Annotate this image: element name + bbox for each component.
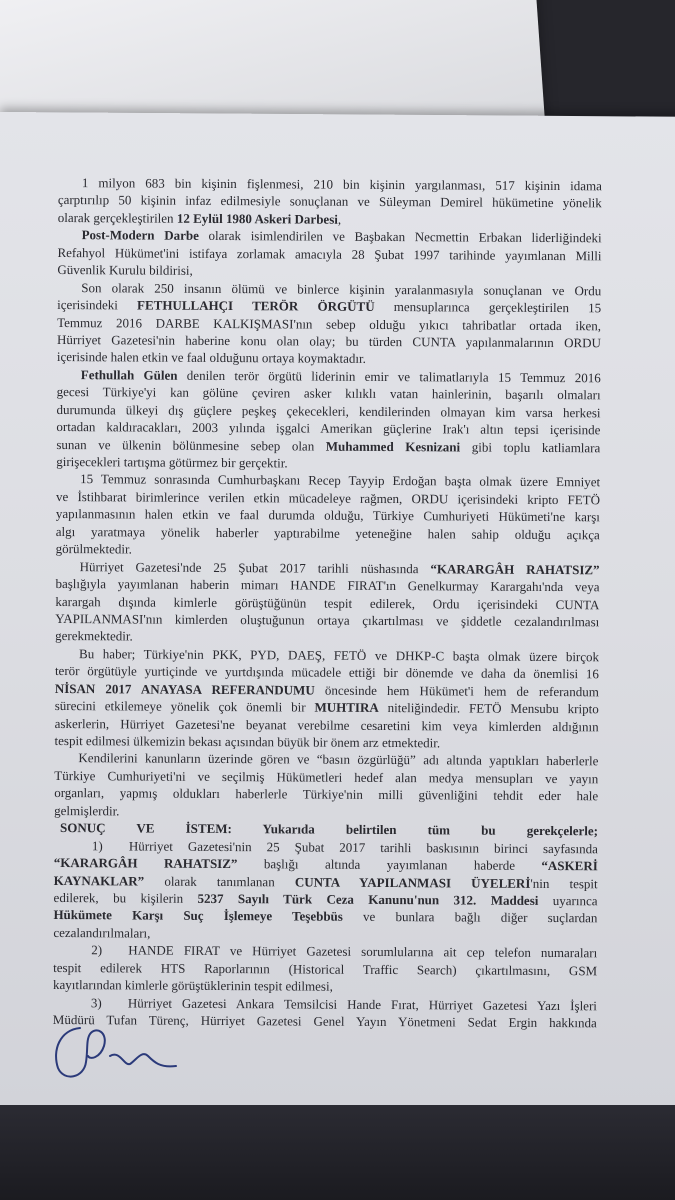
bold-text-segment: 12 Eylül 1980 Askeri Darbesi — [176, 210, 338, 227]
bold-text-segment: “KARARGÂH RAHATSIZ” — [430, 560, 600, 577]
text-segment: uyarınca — [538, 892, 598, 909]
text-segment: girişecekleri tartışma götürmez bir gerçektir. — [56, 453, 288, 471]
bold-text-segment: NİSAN 2017 ANAYASA REFERANDUMU — [54, 680, 315, 698]
text-segment: başlığı altında yayımlanan haberde — [237, 856, 542, 874]
text-segment: içerisindeki — [57, 297, 138, 313]
text-segment: HANDE FIRAT ve Hürriyet Gazetesi sorumlularına ait cep telefon numaraları — [128, 942, 598, 961]
text-segment: 'nin tespit — [530, 875, 598, 891]
text-segment: ve bunlara bağlı diğer suçlardan — [342, 909, 598, 926]
text-segment: ortadan kaldıracakları, 2003 yılında işgalci Amerikan güçlerine Irak'ı altın tepsi içerisinde — [56, 419, 601, 438]
bold-text-segment: Fethullah Gülen — [80, 366, 178, 383]
text-segment: olarak isimlendirilen ve Başbakan Necmettin Erbakan liderliğindeki — [198, 228, 602, 246]
text-segment: Temmuz 2016 DARBE KALKIŞMASI'nın sebep olduğu yıkıcı tahribatlar ortada iken, — [57, 314, 602, 333]
bold-text-segment: 5237 Sayılı Türk Ceza Kanunu'nun 312. Maddesi — [197, 890, 539, 908]
bold-text-segment: CUNTA YAPILANMASI ÜYELERİ — [294, 873, 531, 891]
text-segment: içerisinde halen etkin ve faal olduğunu ortaya koymaktadır. — [56, 349, 366, 367]
bold-text-segment: MUHTIRA — [314, 699, 379, 716]
bold-text-segment: “KARARGÂH RAHATSIZ” — [53, 855, 238, 872]
text-segment: Bu haber; Türkiye'nin PKK, PYD, DAEŞ, FETÖ ve DHKP-C başta olmak üzere birçok — [79, 645, 600, 665]
text-segment: olarak gerçekleştirilen — [57, 209, 177, 226]
bold-text-segment: KAYNAKLAR” — [53, 872, 145, 889]
bold-text-segment: Post-Modern Darbe — [81, 227, 199, 244]
bold-text-segment: “ASKERİ — [541, 858, 598, 874]
text-segment: 1 milyon 683 bin kişinin fişlenmesi, 210 bin kişinin yargılanması, 517 kişinin idama — [81, 175, 602, 194]
text-segment: terör örgütüyle yurtiçinde ve yurtdışında mücadele ettiği bir dönemde ve daha da önemlisi 16 — [54, 663, 600, 682]
text-segment: Müdürü Tufan Türenç, Hürriyet Gazetesi Genel Yayın Yönetmeni Sedat Ergin hakkında — [52, 1011, 597, 1031]
list-item-number: 3) — [90, 994, 102, 1010]
bold-text-segment: Muhammed Kesnizani — [325, 438, 461, 455]
text-segment: öncesinde hem Hükümet'i hem de referandum — [314, 682, 599, 700]
text-segment: edilerek, bu kişilerin — [53, 889, 198, 906]
text-segment: organları, yapmış oldukları haberlerle Türkiye'nin milli güvenliğini tehdit eder hale — [54, 785, 599, 804]
text-segment: gibi toplu katliamlara — [460, 439, 601, 455]
text-segment: askerlerin, Hürriyet Gazetesi'ne beyanat verebilme cesaretini kim veya kimlerden aldığının — [54, 715, 599, 734]
bold-text-segment: Hükümete Karşı Suç İşlemeye Teşebbüs — [53, 907, 343, 925]
text-segment: niteliğindedir. FETÖ Mensubu kripto — [378, 700, 599, 717]
text-segment: başlığıyla yayımlanan haberin mimarı HANDE FIRAT'ın Genelkurmay Karargahı'nda veya — [55, 576, 600, 595]
text-segment: Hürriyet Gazetesi'nin 25 Şubat 2017 tarihli baskısının birinci sayfasında — [128, 838, 598, 856]
text-segment: , — [337, 211, 342, 227]
text-segment: Güvenlik Kurulu bildirisi, — [57, 262, 193, 279]
text-segment: karargah dışında kimlerle görüştüğünün tespit edilerek, Ordu içerisindeki CUNTA — [55, 593, 600, 612]
text-segment: Kendilerini kanunların üzerinde gören ve “basın özgürlüğü” adı altında yaptıkları haberlerle — [78, 750, 599, 769]
text-segment: kayıtlarından kimlerle görüştüklerinin tespit edilmesi, — [53, 977, 333, 994]
text-segment: durumunda ülkeyi dış güçlere peşkeş çekecekleri, kendilerinden olmayan kim varsa herkesi — [56, 401, 601, 421]
text-segment: Türkiye Cumhuriyeti'ni ve seçilmiş Hükümetleri hedef alan medya mensupları ve yayın — [54, 767, 599, 787]
background-surface — [0, 1105, 675, 1200]
text-segment: olarak tanımlanan — [144, 873, 295, 889]
text-segment: Hürriyet Gazetesi'nde 25 Şubat 2017 tarihli nüshasında — [79, 558, 431, 576]
text-segment: 15 Temmuz sonrasında Cumhurbaşkanı Recep Tayyip Erdoğan başta olmak üzere Emniyet — [80, 471, 601, 490]
text-segment: Hürriyet Gazetesi Ankara Temsilcisi Hande Fırat, Hürriyet Gazetesi Yazı İşleri — [127, 995, 597, 1013]
bold-text-segment: FETHULLAHÇI TERÖR ÖRGÜTÜ — [137, 297, 375, 314]
list-item-number: 1) — [91, 837, 103, 853]
text-segment: Son olarak 250 insanın ölümü ve binlerce kişinin yaralanmasıyla sonuçlanan ve Ordu — [81, 279, 602, 298]
text-segment: gelmişlerdir. — [54, 802, 120, 819]
document-line — [54, 784, 598, 805]
text-segment: gerekmektedir. — [55, 628, 133, 644]
text-segment: görülmektedir. — [55, 541, 132, 557]
text-segment: gecesi Türkiye'yi kan gölüne çeviren asker kılıklı vatan hainlerinin, başarılı olmaları — [56, 384, 601, 403]
text-segment: algı yaratmaya yönelik haberler yaptırabilme yeteneğine halen sahip olduğu açıkça — [55, 523, 600, 543]
text-segment: denilen terör örgütü liderinin emir ve talimatlarıyla 15 Temmuz 2016 — [177, 367, 601, 386]
list-item-number: 2) — [91, 942, 103, 958]
text-segment: YAPILANMASI'nın kimlerden oluştuğunun ortaya çıkartılması ve şiddetle cezalandırılması — [55, 610, 600, 630]
text-segment: tespit edilmesi ülkemizin bekası açısından büyük bir önem arz etmektedir. — [54, 732, 441, 751]
text-segment: cezalandırılmaları, — [53, 924, 151, 941]
text-segment: çarptırılıp 50 kişinin infaz edilmesiyle sonuçlanan ve Süleyman Demirel hükümetine yönelik — [57, 192, 602, 211]
text-segment: mensuplarınca gerçekleştirilen 15 — [374, 298, 602, 316]
handwritten-signature — [50, 1020, 210, 1090]
text-segment: sürecini etkilemeye yönelik çok önemli bir — [54, 698, 315, 715]
text-segment: sunan ve ülkenin bölünmesine sebep olan — [56, 436, 326, 454]
text-segment: Refahyol Hükümet'ini istifaya zorlamak amacıyla 28 Şubat 1997 tarihinde yayımlanan Milli — [57, 244, 602, 264]
bold-text-segment: SONUÇ VE İSTEM: Yukarıda belirtilen tüm bu gerekçelerle; — [59, 820, 599, 839]
text-segment: tespit edilerek HTS Raporlarının (Historical Traffic Search) çıkartılmasını, GSM — [53, 959, 598, 978]
text-segment: ve İstihbarat birimlerince verilen etkin mücadeleye rağmen, ORDU içerisindeki kripto FETÖ — [55, 488, 601, 508]
document-line — [56, 523, 600, 544]
text-segment: Hürriyet Gazetesi'nin haberine konu olan olay; bu türden CUNTA yapılanmalarının ORDU — [56, 331, 602, 351]
text-segment: yapılanmasının halen etkin ve faal durumda olduğu, Türkiye Cumhuriyeti Hükümeti'ne karşı — [55, 506, 600, 525]
document-body — [53, 174, 602, 1032]
